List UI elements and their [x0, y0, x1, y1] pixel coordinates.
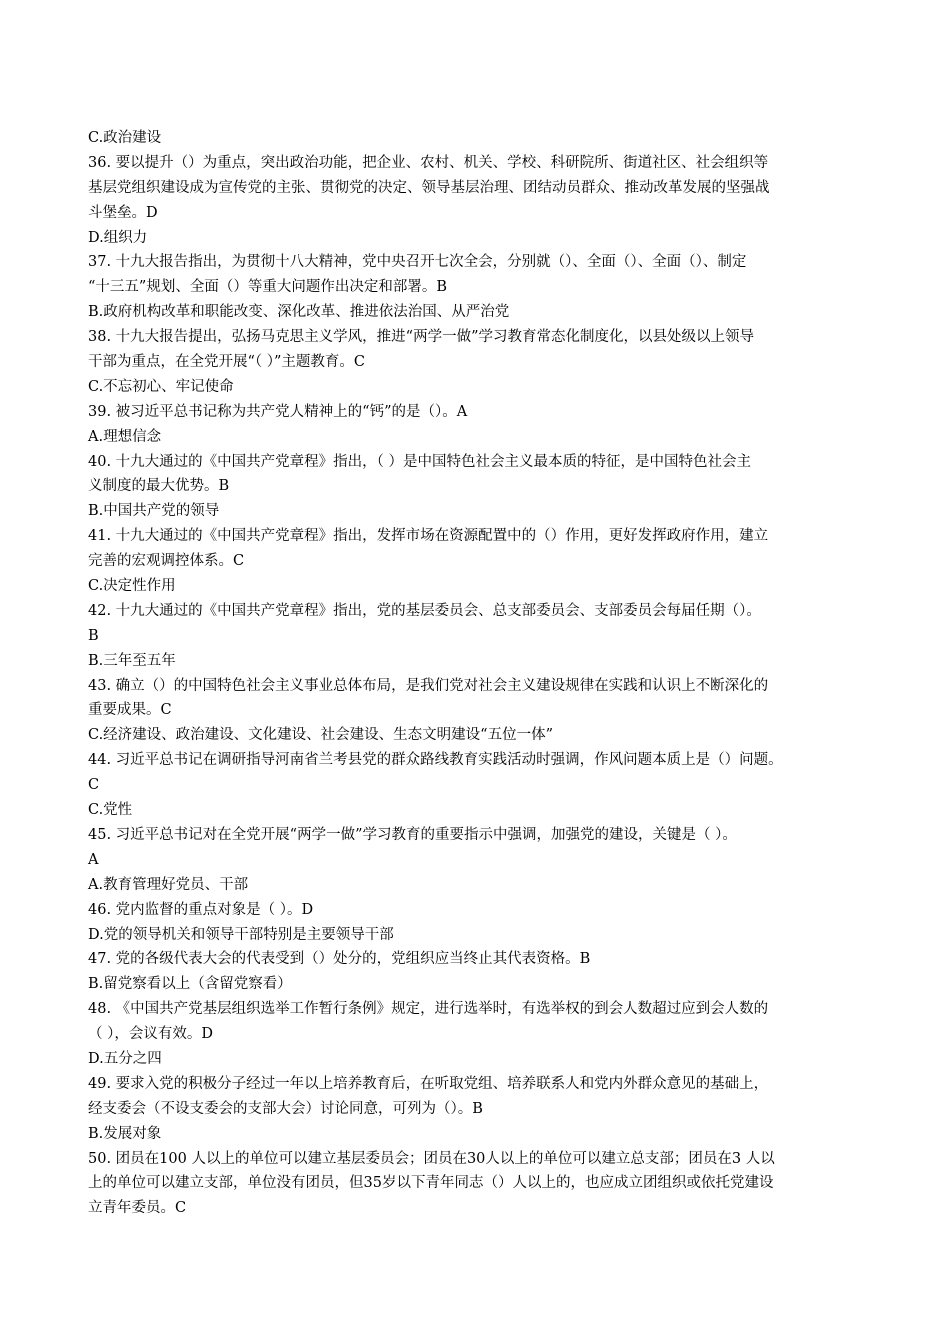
- text-line: 斗堡垒。D: [88, 204, 158, 221]
- text-line: 49. 要求入党的积极分子经过一年以上培养教育后，在听取党组、培养联系人和党内外群众意见的基础上，: [88, 1075, 769, 1092]
- text-line: D.党的领导机关和领导干部特别是主要领导干部: [88, 926, 394, 943]
- text-line: 完善的宏观调控体系。C: [88, 553, 245, 570]
- text-line: 45. 习近平总书记对在全党开展“两学一做”学习教育的重要指示中强调，加强党的建设，关键是（ ）。: [88, 826, 737, 843]
- text-line: A.理想信念: [88, 428, 162, 445]
- text-line: A: [88, 851, 99, 868]
- text-line: 40. 十九大通过的《中国共产党章程》指出，（ ）是中国特色社会主义最本质的特征，是中国特色社会主: [88, 453, 752, 470]
- text-line: 39. 被习近平总书记称为共产党人精神上的“钙”的是（）。A: [88, 403, 468, 420]
- text-line: B.留党察看以上（含留党察看）: [88, 976, 292, 993]
- text-line: C.不忘初心、牢记使命: [88, 378, 234, 395]
- text-line: C.经济建设、政治建设、文化建设、社会建设、生态文明建设“五位一体”: [88, 727, 554, 744]
- text-line: 41. 十九大通过的《中国共产党章程》指出，发挥市场在资源配置中的（）作用，更好发挥政府作用，建立: [88, 528, 769, 545]
- text-line: 37. 十九大报告指出，为贯彻十八大精神，党中央召开七次全会，分别就（）、全面（）、全面（）、制定: [88, 254, 747, 271]
- text-line: 干部为重点，在全党开展“（ ）”主题教育。C: [88, 354, 366, 371]
- text-line: B.发展对象: [88, 1125, 162, 1142]
- text-line: B.政府机构改革和职能改变、深化改革、推进依法治国、从严治党: [88, 304, 510, 321]
- text-line: B: [88, 627, 99, 644]
- text-line: D.五分之四: [88, 1050, 162, 1067]
- text-line: 义制度的最大优势。B: [88, 478, 230, 495]
- text-line: 42. 十九大通过的《中国共产党章程》指出，党的基层委员会、总支部委员会、支部委员会每届任期（）。: [88, 602, 761, 619]
- text-line: 36. 要以提升（）为重点，突出政治功能，把企业、农村、机关、学校、科研院所、街道社区、社会组织等: [88, 154, 769, 171]
- text-line: 基层党组织建设成为宣传党的主张、贯彻党的决定、领导基层治理、团结动员群众、推动改革发展的坚强战: [88, 179, 770, 196]
- text-line: 48. 《中国共产党基层组织选举工作暂行条例》规定，进行选举时，有选举权的到会人数超过应到会人数的: [88, 1001, 769, 1018]
- text-line: B.中国共产党的领导: [88, 503, 220, 520]
- text-line: B.三年至五年: [88, 652, 176, 669]
- text-line: D.组织力: [88, 229, 148, 246]
- text-line: 47. 党的各级代表大会的代表受到（）处分的，党组织应当终止其代表资格。B: [88, 951, 591, 968]
- text-line: 立青年委员。C: [88, 1200, 187, 1217]
- text-line: C: [88, 777, 100, 794]
- text-line: C.党性: [88, 802, 133, 819]
- text-line: 44. 习近平总书记在调研指导河南省兰考县党的群众路线教育实践活动时强调，作风问题本质上是（）问题。: [88, 752, 783, 769]
- text-line: 38. 十九大报告提出，弘扬马克思主义学风，推进“两学一做”学习教育常态化制度化，以县处级以上领导: [88, 329, 754, 346]
- text-line: C.政治建设: [88, 130, 162, 146]
- text-line: 上的单位可以建立支部，单位没有团员，但35岁以下青年同志（）人以上的，也应成立团组织或依托党建设: [88, 1175, 774, 1192]
- text-line: 经支委会（不设支委会的支部大会）讨论同意，可列为（）。B: [88, 1100, 483, 1117]
- text-line: A.教育管理好党员、干部: [88, 876, 249, 893]
- text-line: 50. 团员在100 人以上的单位可以建立基层委员会；团员在30人以上的单位可以建立总支部；团员在3 人以: [88, 1150, 775, 1167]
- text-line: 重要成果。C: [88, 702, 172, 719]
- text-line: 43. 确立（）的中国特色社会主义事业总体布局，是我们党对社会主义建设规律在实践和认识上不断深化的: [88, 677, 769, 694]
- text-line: 46. 党内监督的重点对象是（ ）。D: [88, 901, 314, 918]
- text-line: “十三五”规划、全面（）等重大问题作出决定和部署。B: [88, 279, 447, 296]
- text-line: （ ），会议有效。D: [88, 1026, 213, 1043]
- document-body: [88, 126, 888, 1221]
- text-line: C.决定性作用: [88, 578, 176, 595]
